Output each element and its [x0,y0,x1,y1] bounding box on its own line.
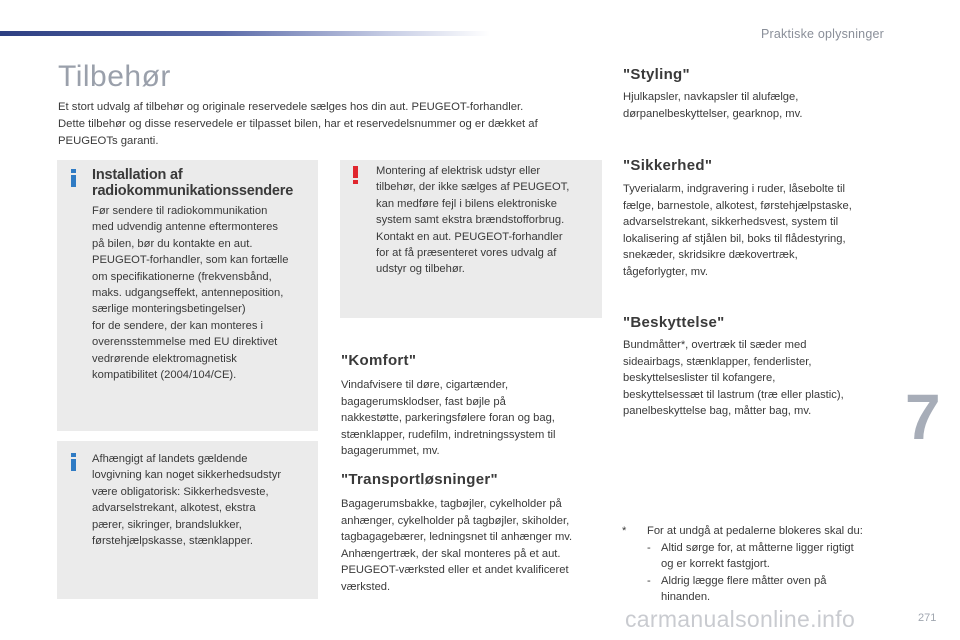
intro-paragraph [58,99,603,150]
text-line: Aldrig lægge flere måtter oven på [661,574,827,587]
warning-icon [353,166,358,184]
text-line: Hjulkapsler, navkapsler til alufælge, [623,91,799,103]
text-line: særlige monteringsbetingelser) [92,303,246,316]
text-line: førstehjælpskasse, stænklapper. [92,535,254,548]
text-line: advarselstrekant, sikkerhedsvest, system til [623,216,839,229]
styling-heading: "Styling" [623,66,690,83]
radio-box-heading [92,167,322,199]
text-line: Anhængertræk, der skal monteres på et aut. [341,547,561,560]
text-line: nakkestøtte, parkeringsfølere foran og bag, [341,412,555,425]
text-line: Kontakt en aut. PEUGEOT-forhandler [376,230,563,243]
text-line: Altid sørge for, at måtterne ligger rigtigt [661,541,854,554]
text-line: advarselstrekant, alkotest, ekstra [92,502,256,515]
heading-line: Installation af [92,167,183,183]
footnote-main: For at undgå at pedalerne blokeres skal du: [647,525,863,537]
info-icon [71,169,76,187]
safety-box-text [92,451,314,549]
heading-line: radiokommunikationssendere [92,183,294,199]
text-line: snekæder, skridsikre dækovertræk, [623,249,798,262]
text-line: panelbeskyttelse bag, måtter bag, mv. [623,405,812,418]
footnote-item-text [661,540,886,573]
text-line: Før sendere til radiokommunikation [92,205,268,217]
dash: - [647,541,651,554]
text-line: tagbagagebærer, ledningsnet til anhænger mv. [341,531,573,544]
beskyttelse-heading: "Beskyttelse" [623,314,725,331]
text-line: om specifikationerne (frekvensbånd, [92,270,272,283]
text-line: PEUGEOT-værksted eller et andet kvalificeret [341,564,569,577]
text-line: Montering af elektrisk udstyr eller [376,165,541,177]
text-line: udstyr og tilbehør. [376,263,465,276]
intro-line: Et stort udvalg af tilbehør og originale reservedele sælges hos din aut. PEUGEOT-forhandler. [58,101,524,113]
text-line: overensstemmelse med EU direktivet [92,336,278,349]
transport-text [341,496,603,596]
text-line: bagagerumsklodser, fast bøjle på [341,395,506,408]
komfort-heading: "Komfort" [341,352,417,369]
text-line: for at få præsenteret vores udvalg af [376,247,557,260]
text-line: lovgivning kan noget sikkerhedsudstyr [92,469,282,482]
text-line: være obligatorisk: Sikkerhedsveste, [92,485,269,498]
text-line: med udvendig antenne eftermonteres [92,221,278,234]
text-line: Bundmåtter*, overtræk til sæder med [623,339,807,351]
text-line: vedrørende elektromagnetisk [92,352,237,365]
text-line: pærer, sikringer, brandslukker, [92,518,242,531]
footnote-item-text [661,573,886,606]
text-line: Bagagerumsbakke, tagbøjler, cykelholder på [341,498,562,510]
info-icon [71,453,76,471]
page-number: 271 [918,612,937,624]
text-line: stænklapper, rudefilm, indretningssystem til [341,428,556,441]
sikkerhed-text [623,181,893,281]
text-line: system samt ekstra brændstofforbrug. [376,214,565,227]
text-line: Afhængigt af landets gældende [92,453,248,465]
chapter-number: 7 [905,381,941,453]
intro-line: PEUGEOTs garanti. [58,135,159,147]
text-line: sideairbags, stænklapper, fenderlister, [623,355,812,368]
sikkerhed-heading: "Sikkerhed" [623,157,713,174]
text-line: maks. udgangseffekt, antenneposition, [92,287,284,300]
text-line: og er korrekt fastgjort. [661,558,770,570]
watermark: carmanualsonline.info [625,606,856,632]
text-line: kan medføre fejl i bilens elektroniske [376,197,557,210]
dash: - [647,574,651,587]
warning-box-text [376,163,598,278]
text-line: PEUGEOT-forhandler, som kan fortælle [92,254,289,267]
beskyttelse-text [623,337,893,420]
text-line: på bilen, bør du kontakte en aut. [92,237,253,250]
text-line: lokalisering af stjålen bil, boks til flådestyring, [623,232,846,245]
text-line: tilbehør, der ikke sælges af PEUGEOT, [376,181,570,194]
text-line: kompatibilitet (2004/104/CE). [92,369,237,382]
komfort-text [341,377,603,460]
header-accent-bar [0,31,490,36]
text-line: Tyverialarm, indgravering i ruder, låsebolte til [623,183,845,195]
text-line: beskyttelseslister til kofangere, [623,372,776,385]
text-line: hinanden. [661,591,711,603]
radio-box-text [92,203,314,383]
text-line: beskyttelsessæt til lastrum (træ eller plastic), [623,388,844,401]
page-title: Tilbehør [58,60,171,93]
section-name: Praktiske oplysninger [760,27,884,41]
text-line: bagagerummet, mv. [341,445,440,458]
text-line: tågeforlygter, mv. [623,265,708,278]
styling-text [623,89,888,122]
text-line: dørpanelbeskyttelser, gearknop, mv. [623,107,803,120]
text-line: fælge, barnestole, alkotest, førstehjælpstaske, [623,199,852,212]
footnote-star: * [622,525,627,537]
text-line: anhænger, cykelholder på tagbøjler, skiholder, [341,514,570,527]
text-line: Vindafvisere til døre, cigartænder, [341,379,509,391]
intro-line: Dette tilbehør og disse reservedele er tilpasset bilen, har et reservedelsnummer og er dækket af [58,118,538,130]
transport-heading: "Transportløsninger" [341,471,498,488]
text-line: for de sendere, der kan monteres i [92,319,264,332]
text-line: værksted. [341,580,391,593]
